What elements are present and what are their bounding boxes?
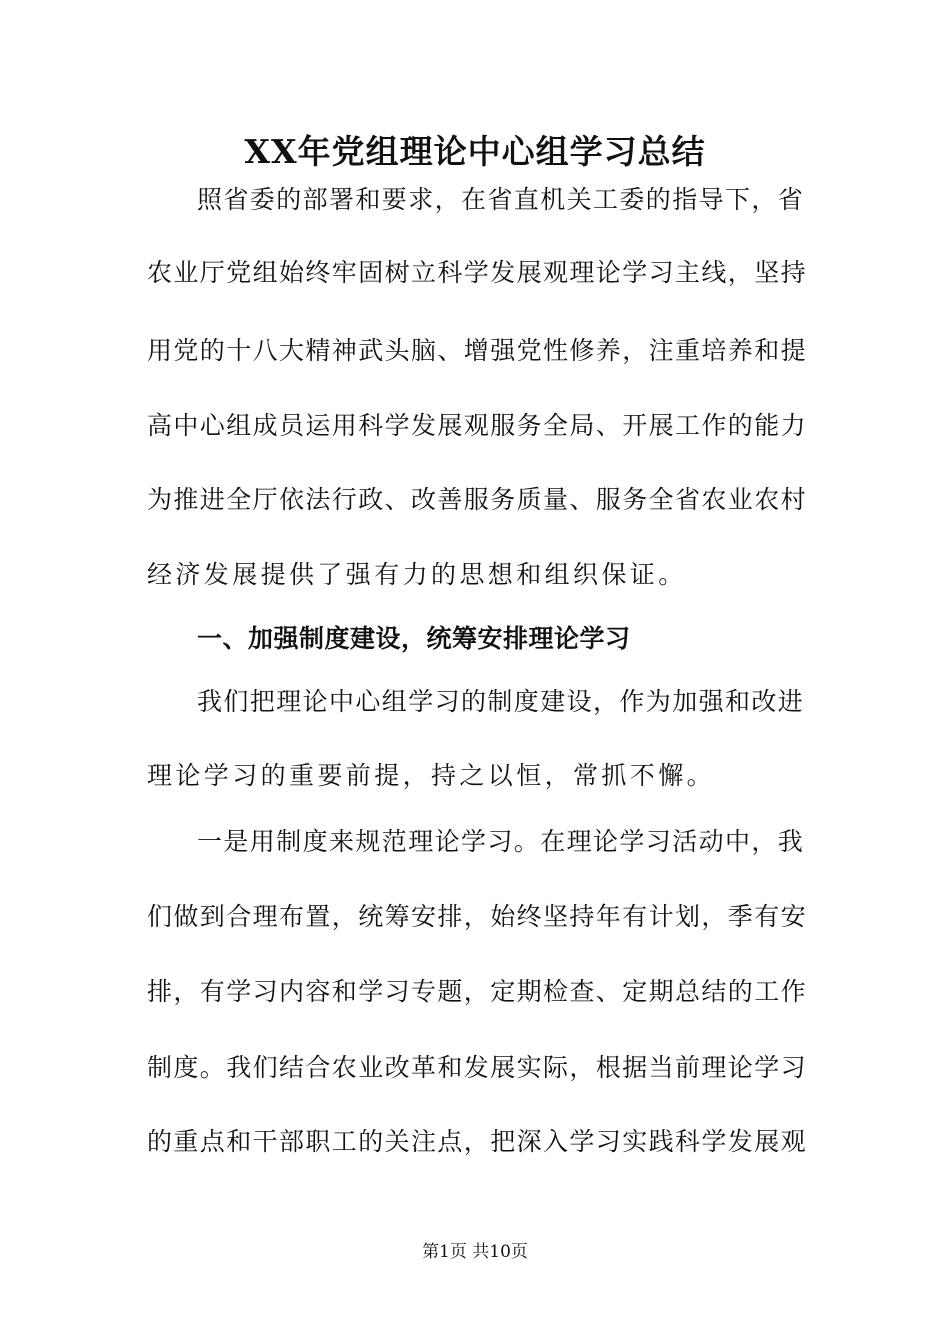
paragraph-line: 的重点和干部职工的关注点，把深入学习实践科学发展观 [147,1127,808,1156]
paragraph-line: 照省委的部署和要求，在省直机关工委的指导下，省 [197,185,805,214]
paragraph-line: 排，有学习内容和学习专题，定期检查、定期总结的工作 [147,977,808,1006]
paragraph-line: 们做到合理布置，统筹安排，始终坚持年有计划，季有安 [147,902,808,931]
page-number-footer: 第1页 共10页 [422,1242,528,1262]
paragraph-line: 农业厅党组始终牢固树立科学发展观理论学习主线，坚持 [147,258,808,287]
paragraph-line: 制度。我们结合农业改革和发展实际，根据当前理论学习 [147,1053,808,1082]
paragraph-line: 用党的十八大精神武头脑、增强党性修养，注重培养和提 [147,336,808,365]
section-heading: 一、加强制度建设，统筹安排理论学习 [197,624,631,653]
paragraph-line: 经济发展提供了强有力的思想和组织保证。 [147,560,687,589]
paragraph-line: 高中心组成员运用科学发展观服务全局、开展工作的能力 [147,411,808,440]
paragraph-line: 为推进全厅依法行政、改善服务质量、服务全省农业农村 [147,485,808,514]
document-title: XX年党组理论中心组学习总结 [244,132,706,171]
paragraph-line: 理论学习的重要前提，持之以恒，常抓不懈。 [147,761,716,790]
paragraph-line: 一是用制度来规范理论学习。在理论学习活动中，我 [197,827,805,856]
paragraph-line: 我们把理论中心组学习的制度建设，作为加强和改进 [197,687,805,716]
